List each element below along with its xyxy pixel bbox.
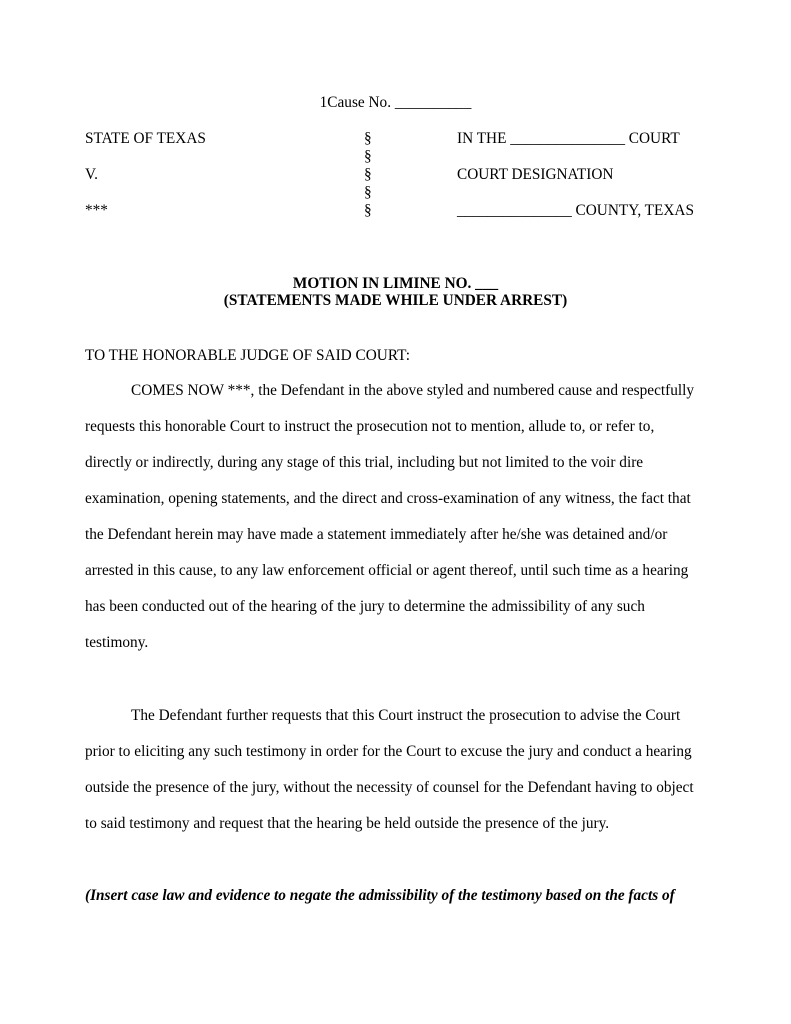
- paragraph-line: examination, opening statements, and the direct and cross-examination of any witness, the fact that: [85, 490, 691, 507]
- instruction-note: (Insert case law and evidence to negate the admissibility of the testimony based on the facts of: [85, 887, 675, 904]
- caption-party-state: STATE OF TEXAS: [85, 130, 206, 147]
- caption-court-designation: COURT DESIGNATION: [457, 166, 614, 183]
- section-mark: §: [364, 166, 372, 183]
- section-mark: §: [364, 184, 372, 201]
- caption-defendant: ***: [85, 202, 108, 219]
- salutation: TO THE HONORABLE JUDGE OF SAID COURT:: [85, 347, 410, 364]
- paragraph-line: testimony.: [85, 634, 149, 651]
- caption-county: _______________ COUNTY, TEXAS: [457, 202, 694, 219]
- paragraph-line: requests this honorable Court to instruct the prosecution not to mention, allude to, or refer to,: [85, 418, 655, 435]
- caption-court: IN THE _______________ COURT: [457, 130, 680, 147]
- paragraph-line: The Defendant further requests that this Court instruct the prosecution to advise the Court: [131, 707, 681, 724]
- section-mark: §: [364, 202, 372, 219]
- motion-title: MOTION IN LIMINE NO. ___: [292, 275, 499, 292]
- paragraph-line: has been conducted out of the hearing of the jury to determine the admissibility of any such: [85, 598, 645, 615]
- cause-number: 1Cause No. __________: [319, 94, 472, 111]
- section-mark: §: [364, 148, 372, 165]
- paragraph-line: COMES NOW ***, the Defendant in the above styled and numbered cause and respectfully: [131, 382, 694, 399]
- caption-versus: V.: [85, 166, 98, 183]
- paragraph-line: arrested in this cause, to any law enforcement official or agent thereof, until such time as a hearing: [85, 562, 689, 579]
- paragraph-line: the Defendant herein may have made a statement immediately after he/she was detained and/or: [85, 526, 668, 543]
- section-mark: §: [364, 130, 372, 147]
- paragraph-line: outside the presence of the jury, without the necessity of counsel for the Defendant having to object: [85, 779, 694, 796]
- paragraph-line: prior to eliciting any such testimony in order for the Court to excuse the jury and conduct a hearing: [85, 743, 692, 760]
- motion-subtitle: (STATEMENTS MADE WHILE UNDER ARREST): [223, 292, 568, 309]
- paragraph-line: directly or indirectly, during any stage of this trial, including but not limited to the voir dire: [85, 454, 644, 471]
- paragraph-line: to said testimony and request that the hearing be held outside the presence of the jury.: [85, 815, 610, 832]
